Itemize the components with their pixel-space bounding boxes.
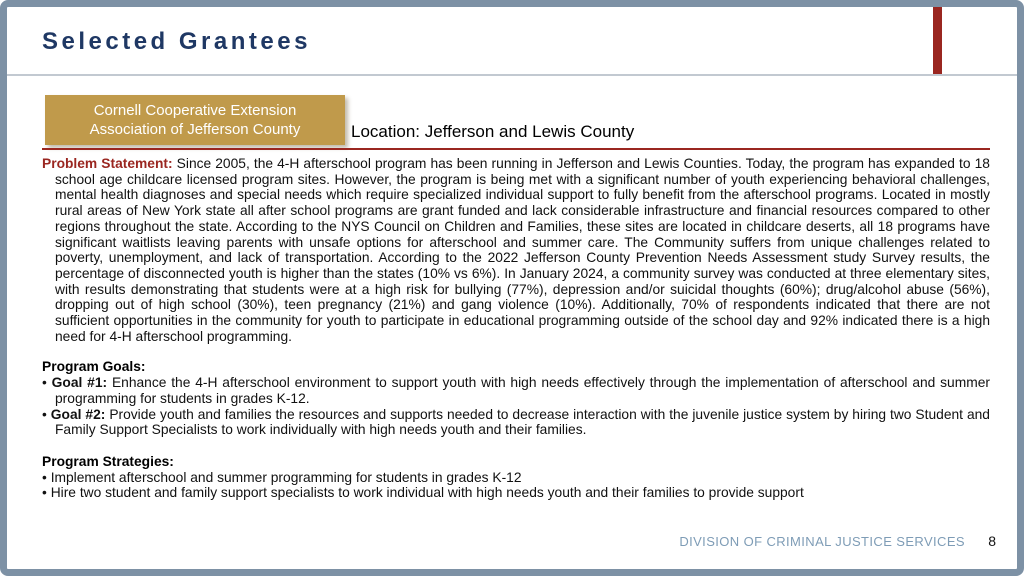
bullet-icon: •: [42, 469, 47, 485]
strategy-2-text: Hire two student and family support specialists to work individual with high needs youth and their families to provide support: [50, 485, 804, 501]
strategy-1-text: Implement afterschool and summer programming for students in grades K-12: [50, 469, 522, 485]
red-accent-bar: [933, 7, 942, 74]
bullet-icon: •: [42, 375, 47, 391]
bullet-icon: •: [42, 485, 47, 501]
slide-title: Selected Grantees: [42, 28, 311, 55]
problem-text: Since 2005, the 4-H afterschool program has been running in Jefferson and Lewis Counties. Today, the program has expanded to 18 school age childcare licensed program sites. However, the program is being met with a significant number of youth experiencing behavioral challenges, mental health diagnoses and special needs which require specialized individual support to fully benefit from the afterschool programs. Located in mostly rural areas of New York state all after school programs are grant funded and lack considerable infrastructure and financial resources compared to other regions throughout the state. According to the NYS Council on Children and Families, these sites are located in childcare deserts, all 18 programs have significant waitlists leaving parents with unsafe options for afterschool and summer care. The Community suffers from unique challenges related to poverty, unemployment, and lack of transportation. According to the 2022 Jefferson County Prevention Needs Assessment study Survey results, the percentage of disconnected youth is higher than the states (10% vs 6%). In January 2024, a community survey was conducted at three elementary sites, with results demonstrating that students were at a high risk for bullying (77%), depression and/or suicidal thoughts (60%); drug/alcohol abuse (56%), dropping out of high school (30%), teen pregnancy (21%) and gang violence (10%). Additionally, 70% of respondents indicated that there are not sufficient opportunities in the community for youth to participate in educational programming outside of the school day and 92% indicated there is a high need for 4-H afterschool programming.: [55, 156, 990, 344]
title-divider: [7, 74, 1017, 76]
strategies-heading: Program Strategies:: [42, 453, 174, 469]
page-number: 8: [982, 532, 1002, 550]
goals-heading: Program Goals:: [42, 359, 146, 375]
goal-item-1: [42, 375, 990, 406]
problem-label: Problem Statement:: [42, 156, 173, 171]
strategy-item-2: [42, 485, 990, 501]
header-divider: [42, 148, 990, 150]
goal-2-label: Goal #2:: [50, 406, 106, 422]
goal-1-label: Goal #1:: [51, 375, 108, 391]
location-text: Location: Jefferson and Lewis County: [351, 122, 635, 141]
goal-item-2: [42, 407, 990, 438]
grantee-name-line2: Association of Jefferson County: [89, 121, 301, 138]
bullet-icon: •: [42, 406, 47, 422]
problem-statement: [42, 156, 990, 344]
grantee-name-line1: Cornell Cooperative Extension: [93, 101, 297, 119]
slide-body: [42, 156, 990, 501]
strategy-item-1: [42, 470, 990, 486]
goal-2-text: Provide youth and families the resources and supports needed to decrease interaction with the juvenile justice system by hiring two Student and Family Support Specialists to work individually with high needs youth and their families.: [55, 406, 990, 438]
goal-1-text: Enhance the 4-H afterschool environment to support youth with high needs effectively through the implementation of afterschool and summer programming for students in grades K-12.: [55, 375, 990, 406]
grantee-name-box: [45, 95, 345, 145]
footer-organization: DIVISION OF CRIMINAL JUSTICE SERVICES: [679, 534, 965, 549]
